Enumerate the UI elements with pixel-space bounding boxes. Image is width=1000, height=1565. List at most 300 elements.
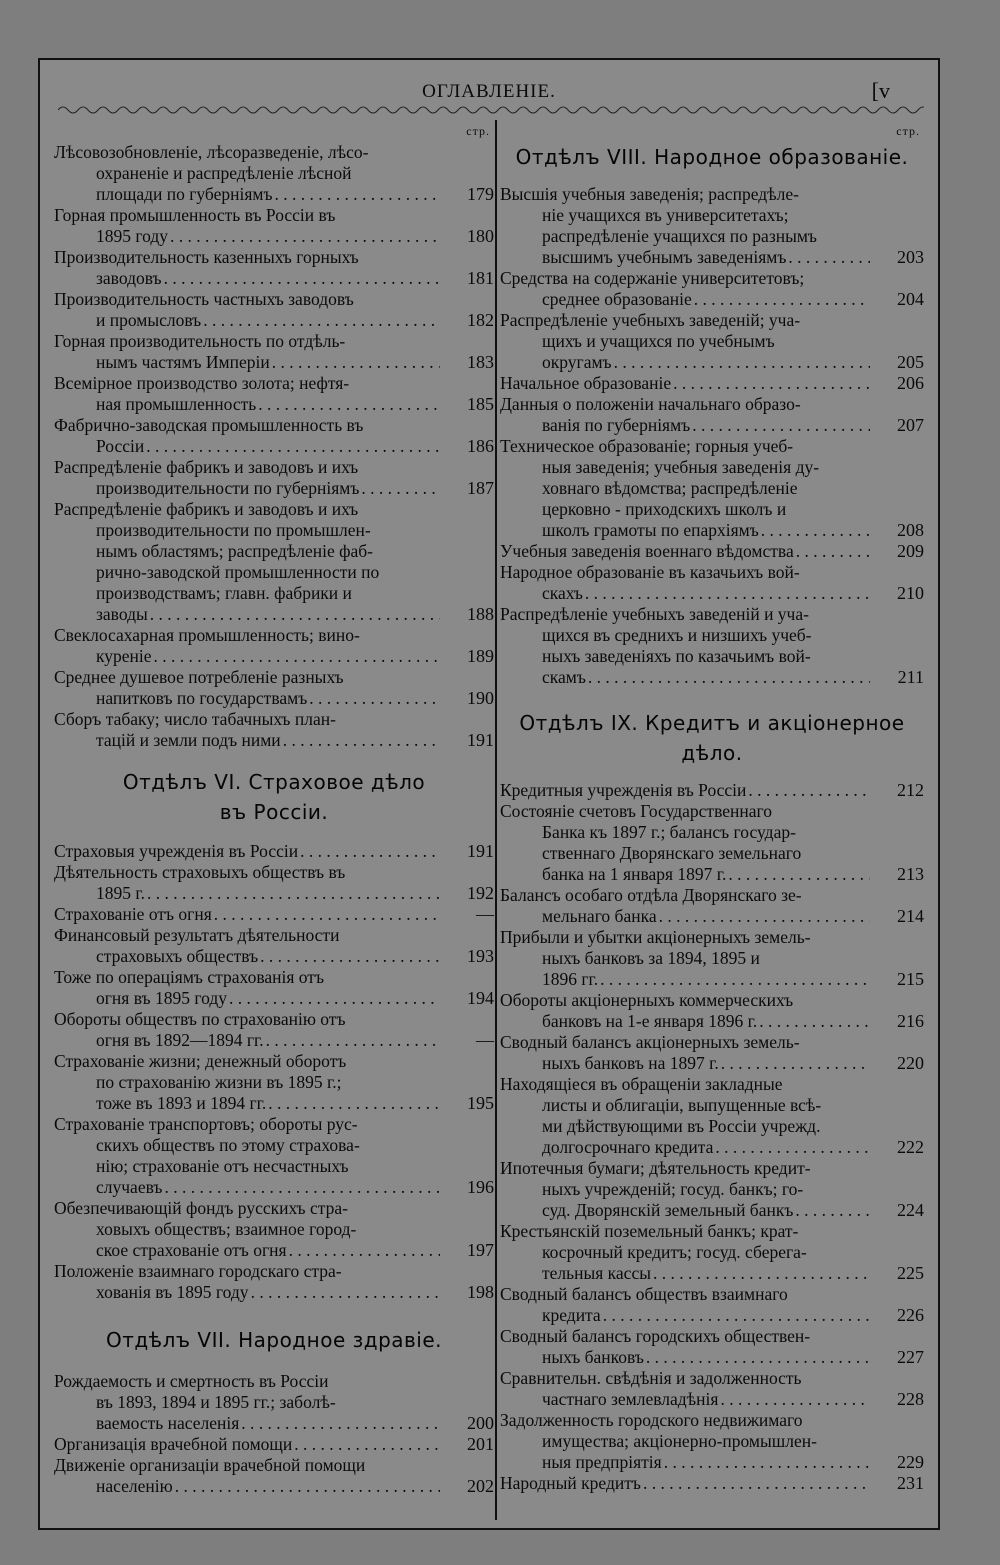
toc-entry[interactable] [54, 1434, 494, 1455]
toc-entry-text: Финансовый результатъ дѣятельности [54, 925, 340, 945]
dot-leader [761, 520, 870, 541]
toc-entry[interactable] [500, 541, 924, 562]
toc-entry-text: нымъ областямъ; распредѣленіе фаб- [96, 541, 373, 561]
toc-entry-text: Задолженность городского недвижимаго [500, 1410, 803, 1430]
toc-entry-text: церковно - приходскихъ школъ и [542, 499, 787, 519]
toc-entry-last-line [500, 583, 924, 604]
toc-entry-text: Банка къ 1897 г.; балансъ государ- [542, 822, 796, 842]
toc-page-number: 210 [897, 583, 924, 603]
toc-entry-text: кредита [542, 1305, 601, 1325]
toc-page-number: 206 [897, 373, 924, 393]
toc-page-number: 226 [897, 1305, 924, 1325]
toc-entry-text: тоже въ 1893 и 1894 гг. [96, 1093, 267, 1113]
page-number: [v [871, 78, 890, 103]
toc-entry-text: Обезпечивающій фондъ русскихъ стра- [54, 1198, 348, 1218]
toc-entry-text: въ 1893, 1894 и 1895 гг.; заболѣ- [96, 1392, 336, 1412]
toc-entry[interactable] [500, 1368, 924, 1410]
dot-leader [309, 688, 440, 709]
section-heading-line: Отдѣлъ VII. Народное здравіе. [105, 1328, 443, 1352]
toc-entry-text: Производительность частныхъ заводовъ [54, 289, 354, 309]
toc-entry-text: скахъ [542, 583, 583, 603]
toc-entry-text: скихъ обществъ по этому страхова- [96, 1135, 360, 1155]
toc-page-number: 189 [467, 646, 494, 666]
section-heading-8 [500, 142, 924, 172]
toc-page-number: 187 [467, 478, 494, 498]
toc-entry-text: населенію [96, 1476, 173, 1496]
toc-page-number: 220 [897, 1053, 924, 1073]
toc-entry-last-line [54, 394, 494, 415]
toc-entry[interactable] [500, 927, 924, 990]
toc-entry-last-line [500, 780, 924, 801]
toc-entry-text: охраненіе и распредѣленіе лѣсной [96, 163, 352, 183]
toc-page-number: 197 [467, 1240, 494, 1260]
toc-entry[interactable] [54, 373, 494, 415]
section-heading-7 [54, 1325, 494, 1355]
toc-entry-last-line [500, 1473, 924, 1494]
toc-entry-last-line [54, 730, 494, 751]
section-heading-line: дѣло. [681, 741, 743, 765]
toc-entry-text: Состояніе счетовъ Государственнаго [500, 801, 772, 821]
toc-page-number: 185 [467, 394, 494, 414]
toc-entry[interactable] [500, 184, 924, 268]
toc-page-number: 215 [897, 969, 924, 989]
dot-leader [294, 1434, 440, 1455]
toc-entry-text: косрочный кредитъ; госуд. сберега- [542, 1242, 807, 1262]
toc-entry-text: Сводный балансъ обществъ взаимнаго [500, 1284, 788, 1304]
toc-page-number: 186 [467, 436, 494, 456]
toc-entry-text: заводы [96, 604, 148, 624]
toc-entry-text: Страхованіе транспортовъ; обороты рус- [54, 1114, 358, 1134]
toc-entry[interactable] [54, 247, 494, 289]
dot-leader [251, 1282, 440, 1303]
dot-leader [759, 1011, 870, 1032]
toc-entry-last-line [54, 688, 494, 709]
toc-entry[interactable] [500, 1158, 924, 1221]
toc-entry-text: 1896 гг. [542, 969, 599, 989]
toc-entry[interactable] [54, 625, 494, 667]
toc-entry-text: скамъ [542, 667, 586, 687]
toc-entry-text: Свеклосахарная промышленность; вино- [54, 625, 360, 645]
toc-entry-text: и промысловъ [96, 310, 202, 330]
dot-leader [214, 904, 440, 925]
toc-page-number: 195 [467, 1093, 494, 1113]
toc-entry-text: частнаго землевладѣнія [542, 1389, 719, 1409]
toc-entry-text: Крестьянскій поземельный банкъ; крат- [500, 1221, 799, 1241]
toc-entry-text: среднее образованіе [542, 289, 692, 309]
toc-entry-last-line [500, 1137, 924, 1158]
toc-entry[interactable] [54, 1261, 494, 1303]
dot-leader [585, 583, 870, 604]
toc-entry-last-line [54, 946, 494, 967]
toc-page-number: 229 [897, 1452, 924, 1472]
toc-entry-last-line [54, 1413, 494, 1434]
toc-entry[interactable] [54, 1371, 494, 1434]
toc-page-number: 179 [467, 184, 494, 204]
toc-entry-text: ныя заведенія; учебныя заведенія ду- [542, 457, 820, 477]
toc-entry-text: Данныя о положеніи начальнаго образо- [500, 394, 801, 414]
toc-entry-text: площади по губерніямъ [96, 184, 273, 204]
dot-leader [796, 541, 870, 562]
toc-entry-text: Лѣсовозобновленіе, лѣсоразведеніе, лѣсо- [54, 142, 369, 162]
toc-entry-last-line [54, 436, 494, 457]
toc-entry-last-line [500, 373, 924, 394]
toc-entry-last-line [500, 1200, 924, 1221]
toc-entry-text: высшимъ учебнымъ заведеніямъ [542, 247, 787, 267]
toc-entry-text: Обороты акціонерныхъ коммерческихъ [500, 990, 794, 1010]
toc-entry[interactable] [54, 499, 494, 625]
toc-entry-text: огня въ 1892—1894 гг. [96, 1030, 264, 1050]
left-column [54, 124, 494, 1497]
toc-entry-text: школъ грамоты по епархіямъ [542, 520, 759, 540]
dot-leader [694, 289, 870, 310]
toc-entry-text: тацій и земли подъ ними [96, 730, 281, 750]
toc-entry-last-line [54, 988, 494, 1009]
toc-entry-text: долгосрочнаго кредита [542, 1137, 714, 1157]
toc-entry-last-line [500, 520, 924, 541]
toc-entry-text: ховыхъ обществъ; взаимное город- [96, 1219, 357, 1239]
toc-entry-text: щихъ и учащихся по учебнымъ [542, 331, 775, 351]
section-heading-line: въ Россіи. [219, 800, 329, 824]
toc-entry-text: Рождаемость и смертность въ Россіи [54, 1371, 329, 1391]
toc-page-number: 213 [897, 864, 924, 884]
toc-entry-last-line [500, 969, 924, 990]
toc-entry[interactable] [54, 205, 494, 247]
toc-page-number: — [476, 1030, 494, 1050]
toc-entry-text: мельнаго банка [542, 906, 657, 926]
toc-page-number: 204 [897, 289, 924, 309]
toc-entry-last-line [500, 667, 924, 688]
toc-entry-text: нію; страхованіе отъ несчастныхъ [96, 1156, 349, 1176]
toc-entry-text: по страхованію жизни въ 1895 г.; [96, 1072, 342, 1092]
toc-entry-text: производствамъ; главн. фабрики и [96, 583, 352, 603]
toc-page-number: 212 [897, 780, 924, 800]
toc-page-number: 192 [467, 883, 494, 903]
dot-leader [147, 883, 440, 904]
toc-entry-text: Техническое образованіе; горныя учеб- [500, 436, 794, 456]
toc-page-number: 205 [897, 352, 924, 372]
toc-entry-text: Сводный балансъ городскихъ обществен- [500, 1326, 811, 1346]
toc-entry-text: тельныя кассы [542, 1263, 651, 1283]
toc-entry-last-line [54, 352, 494, 373]
toc-entry-text: огня въ 1895 году [96, 988, 227, 1008]
toc-entry[interactable] [500, 1074, 924, 1158]
dot-leader [748, 780, 870, 801]
toc-entry[interactable] [500, 1284, 924, 1326]
toc-entry-last-line [500, 289, 924, 310]
toc-entry-text: Средства на содержаніе университетовъ; [500, 268, 805, 288]
dot-leader [241, 1413, 440, 1434]
toc-entry-text: листы и облигаціи, выпущенные всѣ- [542, 1095, 822, 1115]
dot-leader [659, 906, 870, 927]
toc-entry-last-line [500, 415, 924, 436]
dot-leader [795, 1200, 870, 1221]
dot-leader [272, 352, 440, 373]
toc-entry-last-line [54, 1093, 494, 1114]
dot-leader [150, 604, 440, 625]
section-heading-9 [500, 708, 924, 768]
toc-page-number: 182 [467, 310, 494, 330]
toc-entry-last-line [500, 247, 924, 268]
toc-entry[interactable] [54, 142, 494, 205]
toc-entry-text: ныхъ учрежденій; госуд. банкъ; го- [542, 1179, 804, 1199]
toc-entry-last-line [54, 1434, 494, 1455]
toc-entry[interactable] [54, 1455, 494, 1497]
toc-entry-last-line [54, 1177, 494, 1198]
toc-entry-text: Сводный балансъ акціонерныхъ земель- [500, 1032, 800, 1052]
toc-entry-text: банка на 1 января 1897 г. [542, 864, 727, 884]
toc-entry[interactable] [54, 967, 494, 1009]
toc-entry-text: Учебныя заведенія военнаго вѣдомства [500, 541, 794, 561]
dot-leader [715, 1137, 870, 1158]
dot-leader [361, 478, 440, 499]
toc-entry-text: Всемірное производство золота; нефтя- [54, 373, 350, 393]
toc-entry-text: Фабрично-заводская промышленность въ [54, 415, 364, 435]
toc-entry-last-line [500, 1053, 924, 1074]
dot-leader [268, 1093, 440, 1114]
toc-entry[interactable] [54, 925, 494, 967]
toc-entry-text: хованія въ 1895 году [96, 1282, 249, 1302]
dot-leader [721, 1053, 870, 1074]
toc-entry-text: Дѣятельность страховыхъ обществъ въ [54, 862, 346, 882]
toc-entry[interactable] [500, 1410, 924, 1473]
toc-entry-text: производительности по губерніямъ [96, 478, 360, 498]
toc-entry-text: Прибыли и убытки акціонерныхъ земель- [500, 927, 811, 947]
dot-leader [275, 184, 440, 205]
toc-entry[interactable] [54, 709, 494, 751]
toc-entry[interactable] [54, 1114, 494, 1198]
dot-leader [203, 310, 440, 331]
toc-entry[interactable] [54, 862, 494, 904]
toc-entry-last-line [500, 1011, 924, 1032]
toc-page-number: 190 [467, 688, 494, 708]
toc-entry-text: ныхъ заведеніяхъ по казачьимъ вой- [542, 646, 811, 666]
toc-group-b [500, 780, 924, 1494]
toc-entry-text: Страхованіе отъ огня [54, 904, 212, 924]
toc-entry-text: Распредѣленіе фабрикъ и заводовъ и ихъ [54, 457, 359, 477]
toc-entry[interactable] [500, 310, 924, 373]
toc-page-number: 209 [897, 541, 924, 561]
toc-page-number: 196 [467, 1177, 494, 1197]
toc-entry-text: нымъ частямъ Имперіи [96, 352, 270, 372]
toc-entry-last-line [54, 478, 494, 499]
toc-page-number: 202 [467, 1476, 494, 1496]
toc-entry-last-line [54, 904, 494, 925]
dot-leader [720, 1389, 870, 1410]
toc-entry-last-line [54, 268, 494, 289]
toc-entry-text: Обороты обществъ по страхованію отъ [54, 1009, 346, 1029]
toc-page-number: 194 [467, 988, 494, 1008]
dot-leader [614, 352, 870, 373]
toc-entry[interactable] [54, 457, 494, 499]
toc-entry-last-line [500, 864, 924, 885]
toc-entry-text: ми дѣйствующими въ Россіи учрежд. [542, 1116, 821, 1136]
toc-entry-text: распредѣленіе учащихся по разнымъ [542, 226, 817, 246]
toc-entry[interactable] [500, 1326, 924, 1368]
toc-entry-last-line [54, 1476, 494, 1497]
toc-page-number: 181 [467, 268, 494, 288]
toc-page-number: 203 [897, 247, 924, 267]
toc-entry-text: Страховыя учрежденія въ Россіи [54, 841, 299, 861]
toc-entry[interactable] [500, 436, 924, 541]
dot-leader [164, 1177, 440, 1198]
dot-leader [229, 988, 440, 1009]
section-heading-6 [54, 767, 494, 827]
toc-entry[interactable] [500, 268, 924, 310]
toc-entry-last-line [54, 883, 494, 904]
column-divider [495, 120, 497, 1520]
toc-entry-last-line [500, 352, 924, 373]
toc-entry-text: куреніе [96, 646, 152, 666]
toc-entry[interactable] [54, 289, 494, 331]
toc-entry-text: ственнаго Дворянскаго земельнаго [542, 843, 802, 863]
toc-entry-text: ныхъ банковъ [542, 1347, 644, 1367]
toc-entry[interactable] [54, 1198, 494, 1261]
toc-entry-text: Производительность казенныхъ горныхъ [54, 247, 359, 267]
toc-entry-text: Среднее душевое потребленіе разныхъ [54, 667, 344, 687]
toc-entry[interactable] [500, 885, 924, 927]
toc-entry[interactable] [54, 415, 494, 457]
dot-leader [283, 730, 440, 751]
dot-leader [728, 864, 870, 885]
toc-entry-last-line [500, 1263, 924, 1284]
toc-page-number: 228 [897, 1389, 924, 1409]
toc-entry-text: Высшія учебныя заведенія; распредѣле- [500, 184, 799, 204]
toc-group-b [54, 841, 494, 1303]
toc-entry[interactable] [54, 331, 494, 373]
toc-entry-text: суд. Дворянскій земельный банкъ [542, 1200, 794, 1220]
toc-page-number: 224 [897, 1200, 924, 1220]
dot-leader [170, 226, 440, 247]
toc-entry-text: Горная производительность по отдѣль- [54, 331, 346, 351]
toc-entry[interactable] [500, 1032, 924, 1074]
toc-entry[interactable] [500, 562, 924, 604]
toc-entry-last-line [54, 646, 494, 667]
toc-entry-text: ванія по губерніямъ [542, 415, 691, 435]
toc-entry-last-line [54, 1282, 494, 1303]
toc-entry[interactable] [500, 801, 924, 885]
dot-leader [164, 268, 440, 289]
page-column-label: стр. [466, 124, 490, 138]
toc-entry[interactable] [54, 667, 494, 709]
toc-entry[interactable] [500, 373, 924, 394]
toc-entry[interactable] [54, 1009, 494, 1051]
toc-entry-last-line [54, 1240, 494, 1261]
toc-entry-last-line [54, 184, 494, 205]
toc-entry-last-line [54, 310, 494, 331]
toc-entry[interactable] [500, 604, 924, 688]
toc-page-number: 180 [467, 226, 494, 246]
toc-entry-text: Балансъ особаго отдѣла Дворянскаго зе- [500, 885, 802, 905]
toc-group-a [54, 142, 494, 751]
toc-page-number: 216 [897, 1011, 924, 1031]
dot-leader [258, 394, 440, 415]
toc-entry-text: ныхъ банковъ за 1894, 1895 и [542, 948, 760, 968]
toc-entry-text: Страхованіе жизни; денежный оборотъ [54, 1051, 347, 1071]
toc-page-number: 225 [897, 1263, 924, 1283]
toc-entry[interactable] [500, 394, 924, 436]
toc-entry-text: производительности по промышлен- [96, 520, 371, 540]
toc-entry[interactable] [500, 780, 924, 801]
dot-leader [300, 841, 440, 862]
toc-entry-last-line [500, 906, 924, 927]
toc-page-number: 191 [467, 730, 494, 750]
toc-entry-text: Распредѣленіе учебныхъ заведеній; уча- [500, 310, 801, 330]
toc-entry[interactable] [500, 1473, 924, 1494]
toc-entry[interactable] [54, 904, 494, 925]
toc-entry[interactable] [500, 1221, 924, 1284]
toc-entry-last-line [54, 1030, 494, 1051]
book-page [38, 58, 940, 1530]
toc-entry-text: Организація врачебной помощи [54, 1434, 293, 1454]
toc-entry-text: Тоже по операціямъ страхованія отъ [54, 967, 325, 987]
toc-entry-text: страховыхъ обществъ [96, 946, 259, 966]
dot-leader [664, 1452, 870, 1473]
toc-entry-text: ніе учащихся въ университетахъ; [542, 205, 789, 225]
page-header-title: ОГЛАВЛЕНІЕ. [422, 81, 556, 102]
toc-entry-last-line [54, 841, 494, 862]
toc-entry-text: Горная промышленность въ Россіи въ [54, 205, 336, 225]
toc-entry-last-line [500, 541, 924, 562]
toc-group-a [500, 184, 924, 688]
toc-entry-last-line [500, 1305, 924, 1326]
toc-entry-last-line [500, 1347, 924, 1368]
dot-leader [646, 1347, 870, 1368]
toc-entry-text: Распредѣленіе фабрикъ и заводовъ и ихъ [54, 499, 359, 519]
toc-entry-text: Ипотечныя бумаги; дѣятельность кредит- [500, 1158, 811, 1178]
toc-page-number: 214 [897, 906, 924, 926]
dot-leader [154, 646, 440, 667]
toc-page-number: — [476, 904, 494, 924]
toc-entry-last-line [54, 226, 494, 247]
dot-leader [588, 667, 870, 688]
toc-group-c [54, 1371, 494, 1497]
toc-entry-text: напитковъ по государствамъ [96, 688, 308, 708]
toc-entry[interactable] [54, 841, 494, 862]
toc-entry-text: 1895 году [96, 226, 169, 246]
toc-page-number: 222 [897, 1137, 924, 1157]
toc-entry-text: Находящіеся въ обращеніи закладные [500, 1074, 783, 1094]
toc-page-number: 208 [897, 520, 924, 540]
page-column-label: стр. [896, 124, 920, 138]
dot-leader [788, 247, 870, 268]
toc-page-number: 193 [467, 946, 494, 966]
right-column [500, 124, 924, 1494]
toc-page-number: 227 [897, 1347, 924, 1367]
toc-entry-last-line [500, 1452, 924, 1473]
toc-page-number: 231 [897, 1473, 924, 1493]
toc-entry-text: ныхъ банковъ на 1897 г. [542, 1053, 719, 1073]
toc-entry-text: ваемость населенія [96, 1413, 240, 1433]
dot-leader [603, 1305, 870, 1326]
toc-entry-text: щихся въ среднихъ и низшихъ учеб- [542, 625, 812, 645]
toc-entry[interactable] [54, 1051, 494, 1114]
toc-page-number: 200 [467, 1413, 494, 1433]
toc-entry[interactable] [500, 990, 924, 1032]
toc-entry-text: заводовъ [96, 268, 162, 288]
toc-entry-text: 1895 г. [96, 883, 145, 903]
toc-entry-text: случаевъ [96, 1177, 163, 1197]
toc-page-number: 198 [467, 1282, 494, 1302]
dot-leader [653, 1263, 870, 1284]
toc-entry-text: Начальное образованіе [500, 373, 672, 393]
toc-page-number: 188 [467, 604, 494, 624]
dot-leader [673, 373, 870, 394]
toc-entry-text: Кредитныя учрежденія въ Россіи [500, 780, 747, 800]
toc-entry-text: ныя предпріятія [542, 1452, 662, 1472]
toc-entry-last-line [54, 604, 494, 625]
toc-page-number: 207 [897, 415, 924, 435]
toc-page-number: 183 [467, 352, 494, 372]
